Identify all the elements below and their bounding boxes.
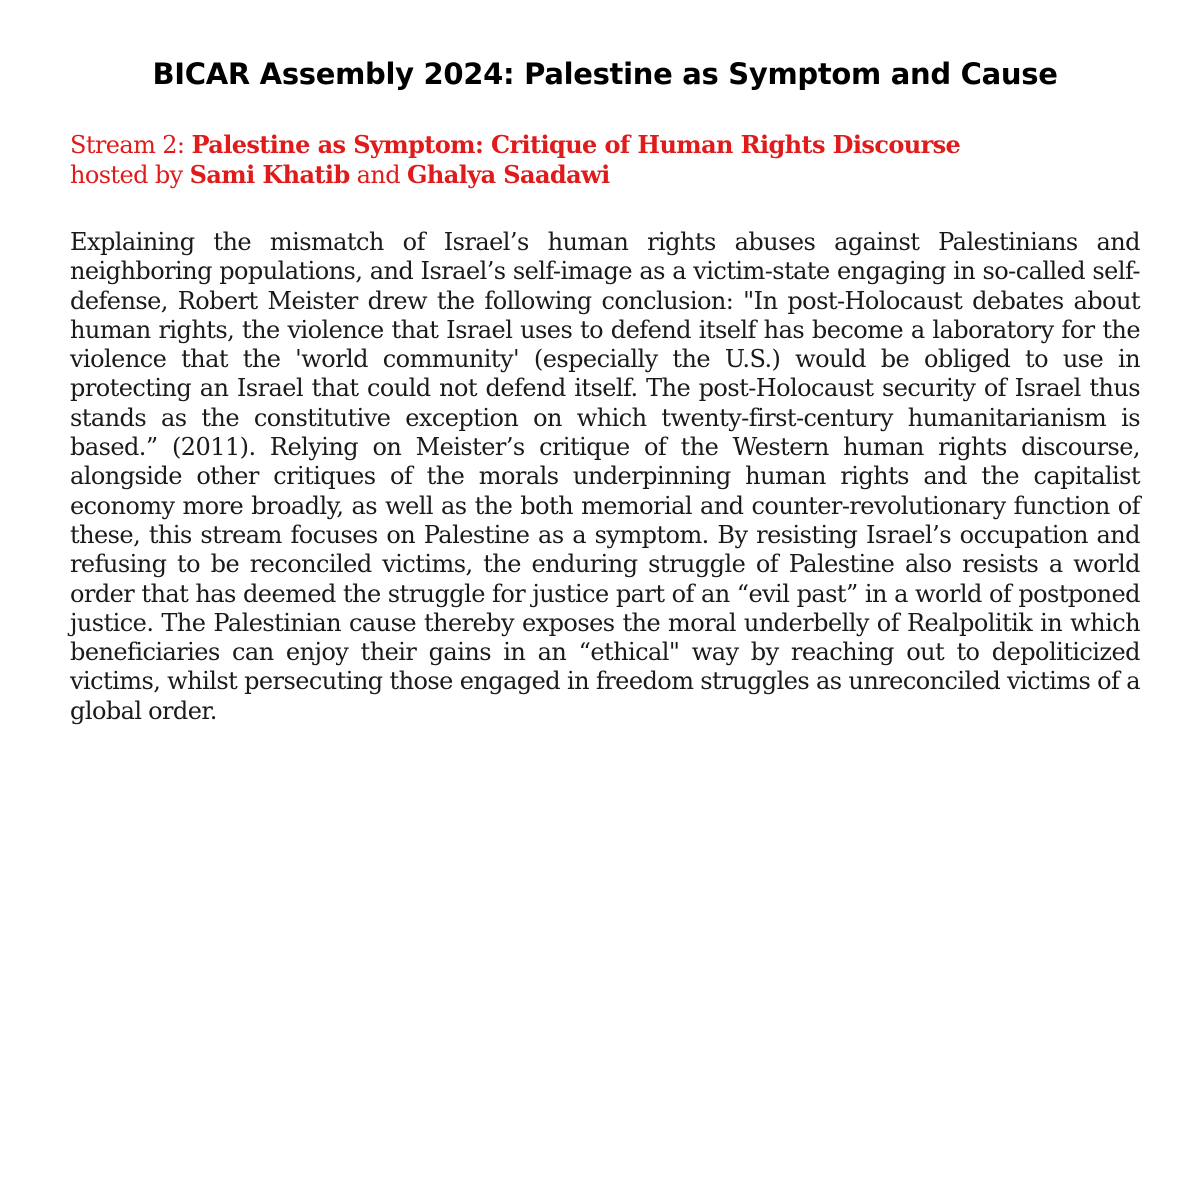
- stream-name: Palestine as Symptom: Critique of Human Rights Discourse: [191, 130, 961, 159]
- and-label: and: [349, 161, 408, 189]
- host-name-2: Ghalya Saadawi: [407, 160, 610, 189]
- stream-description: Explaining the mismatch of Israel’s human rights abuses against Palestinians and neighboring populations, and Israel’s self-image as a victim-state engaging in so-called self-defense, Robert Meister drew the following conclusion: "In post-Holocaust debates about human rights, the violence that Israel uses to defend itself has become a laboratory for the violence that the 'world community' (especially the U.S.) would be obliged to use in protecting an Israel that could not defend itself. The post-Holocaust security of Israel thus stands as the constitutive exception on which twenty-first-century humanitarianism is based.” (2011). Relying on Meister’s critique of the Western human rights discourse, alongside other critiques of the morals underpinning human rights and the capitalist economy more broadly, as well as the both memorial and counter-revolutionary function of these, this stream focuses on Palestine as a symptom. By resisting Israel’s occupation and refusing to be reconciled victims, the enduring struggle of Palestine also resists a world order that has deemed the struggle for justice part of an “evil past” in a world of postponed justice. The Palestinian cause thereby exposes the moral underbelly of Realpolitik in which beneficiaries can enjoy their gains in an “ethical" way by reaching out to depoliticized victims, whilst persecuting those engaged in freedom struggles as unreconciled victims of a global order.: [70, 228, 1140, 725]
- page-title: BICAR Assembly 2024: Palestine as Symptom and Cause: [152, 57, 1058, 91]
- stream-heading: [70, 130, 1140, 190]
- stream-prefix: Stream 2:: [70, 131, 192, 159]
- host-name-1: Sami Khatib: [189, 160, 350, 189]
- document-page: [70, 40, 1140, 726]
- hosted-by-label: hosted by: [70, 161, 190, 189]
